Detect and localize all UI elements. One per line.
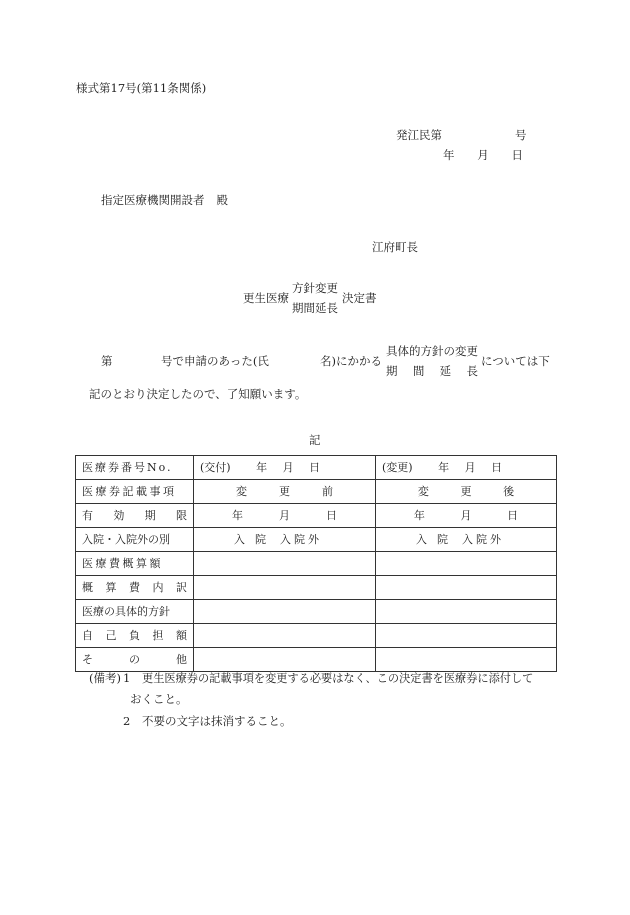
table-cell	[194, 576, 376, 600]
addressee	[101, 195, 228, 207]
body-line-2: 記のとおり決定したので、了知願います。	[89, 387, 307, 401]
label-char: 担	[152, 629, 164, 642]
label-char: 額	[176, 629, 187, 642]
body-options	[386, 346, 478, 377]
row-label: 入院・入院外の別	[76, 528, 194, 552]
title-option-1: 方針変更	[292, 281, 338, 295]
table-cell	[376, 624, 557, 648]
table-cell	[376, 648, 557, 672]
label-char: 効	[113, 509, 125, 522]
date-day: 日	[511, 148, 523, 162]
body-dai: 第	[101, 354, 113, 368]
table-cell: (変更) 年 月 日	[376, 456, 557, 480]
note-1-line-2: おくこと。	[130, 692, 188, 706]
title-options	[292, 283, 338, 314]
table-cell: 入 院 入院外	[376, 528, 557, 552]
row-label	[76, 576, 194, 600]
table-row	[76, 480, 557, 504]
label-char: 他	[176, 653, 187, 666]
note-2-number: 2	[123, 714, 131, 728]
label-char: そ	[82, 653, 93, 666]
row-label: 医療の具体的方針	[76, 600, 194, 624]
table-row	[76, 504, 557, 528]
row-label: 医療費概算額	[76, 552, 194, 576]
row-label-text	[82, 582, 187, 593]
notes-label: (備考)	[89, 671, 121, 685]
table-cell: (交付) 年 月 日	[194, 456, 376, 480]
table-cell: 入 院 入院外	[194, 528, 376, 552]
table-row	[76, 624, 557, 648]
note-1-number: 1	[123, 671, 131, 685]
label-char: 己	[105, 629, 117, 642]
title-prefix: 更生医療	[243, 291, 289, 305]
row-label	[76, 624, 194, 648]
table-cell: 変 更 後	[376, 480, 557, 504]
issuer: 江府町長	[372, 240, 418, 254]
table-cell	[376, 552, 557, 576]
issue-number-prefix: 発江民第	[396, 128, 442, 142]
table-cell	[194, 600, 376, 624]
row-label-text	[82, 510, 187, 521]
table-cell	[194, 552, 376, 576]
table-row	[76, 528, 557, 552]
label-char: の	[129, 653, 140, 666]
label-char: 内	[152, 581, 164, 594]
table-cell: 年 月 日	[376, 504, 557, 528]
note-2-text: 不要の文字は抹消すること。	[142, 714, 292, 728]
title-option-2: 期間延長	[292, 300, 338, 315]
addressee-title: 指定医療機関開設者	[101, 193, 205, 207]
row-label: 医療券番号No.	[76, 456, 194, 480]
label-char: 訳	[176, 581, 187, 594]
note-1-line-1: 更生医療券の記載事項を変更する必要はなく、この決定書を医療券に添付して	[142, 672, 534, 685]
row-label	[76, 648, 194, 672]
body-go-text: 号で申請のあった(氏	[161, 354, 269, 368]
table-row	[76, 648, 557, 672]
date-year: 年	[443, 148, 455, 162]
issue-number-suffix: 号	[515, 128, 527, 142]
body-after: については下	[481, 354, 550, 368]
addressee-honorific: 殿	[216, 193, 228, 207]
body-mei-text: 名)にかかる	[320, 354, 382, 368]
table-row	[76, 576, 557, 600]
label-char: 限	[175, 509, 187, 522]
label-char: 概	[82, 581, 93, 594]
ki-heading: 記	[309, 433, 321, 447]
row-label-text	[82, 654, 187, 665]
title-suffix: 決定書	[342, 291, 377, 305]
body-option-1: 具体的方針の変更	[386, 344, 478, 358]
issue-date	[443, 150, 523, 162]
row-label-text	[82, 630, 187, 641]
date-month: 月	[477, 148, 489, 162]
table-cell	[376, 576, 557, 600]
table-cell: 年 月 日	[194, 504, 376, 528]
detail-table	[75, 455, 557, 672]
table-row	[76, 456, 557, 480]
label-char: 費	[129, 581, 140, 594]
row-label: 医療券記載事項	[76, 480, 194, 504]
label-char: 負	[129, 629, 140, 642]
table-cell	[194, 624, 376, 648]
form-number: 様式第17号(第11条関係)	[76, 81, 207, 95]
label-char: 自	[82, 629, 93, 642]
label-char: 期	[144, 509, 156, 522]
label-char: 算	[105, 581, 117, 594]
table-cell	[194, 648, 376, 672]
table-cell: 変 更 前	[194, 480, 376, 504]
body-option-2: 期 間 延 長	[386, 363, 478, 378]
table-row	[76, 600, 557, 624]
table-row	[76, 552, 557, 576]
label-char: 有	[82, 509, 93, 522]
table-cell	[376, 600, 557, 624]
row-label	[76, 504, 194, 528]
